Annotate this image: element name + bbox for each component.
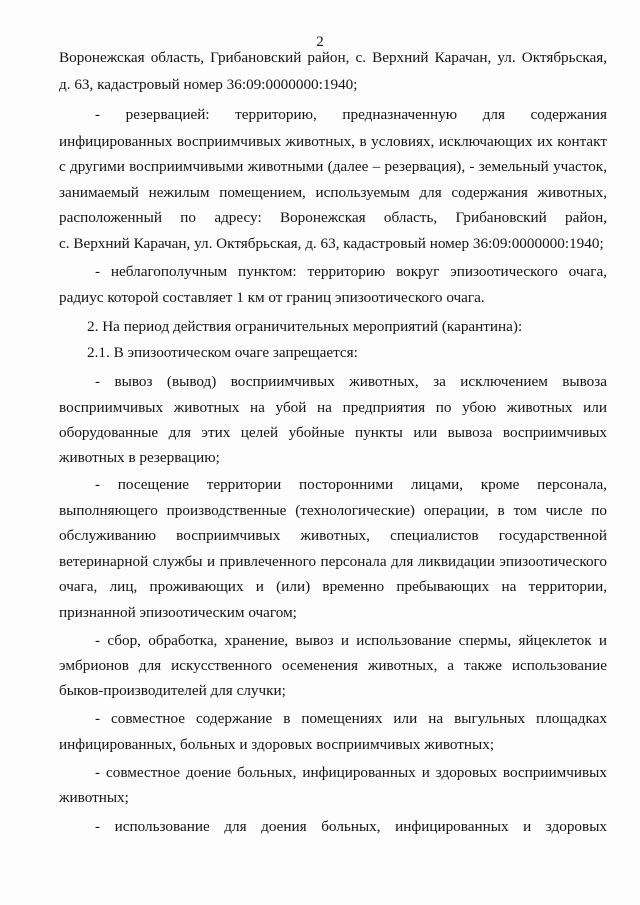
text-line: обслуживанию восприимчивых животных, специалистов государственной bbox=[59, 527, 607, 544]
text-line: д. 63, кадастровый номер 36:09:0000000:1940; bbox=[59, 76, 358, 93]
text-line: очага, лиц, проживающих и (или) временно пребывающих на территории, bbox=[59, 578, 607, 595]
text-line: занимаемый нежилым помещением, используемым для содержания животных, bbox=[59, 184, 607, 201]
text-line: признанной эпизоотическим очагом; bbox=[59, 604, 297, 621]
text-line: инфицированных восприимчивых животных, в условиях, исключающих их контакт bbox=[59, 133, 607, 150]
text-line: эмбрионов для искусственного осеменения животных, а также использование bbox=[59, 657, 607, 674]
text-line: - использование для доения больных, инфицированных и здоровых bbox=[95, 818, 607, 835]
page-number: 2 bbox=[316, 34, 324, 50]
text-line: ветеринарной службы и привлеченного персонала для ликвидации эпизоотического bbox=[59, 553, 607, 570]
text-line: радиус которой составляет 1 км от границ эпизоотического очага. bbox=[59, 289, 485, 306]
text-line: животных; bbox=[59, 789, 129, 806]
text-line: 2. На период действия ограничительных мероприятий (карантина): bbox=[87, 318, 523, 335]
text-line: - совместное доение больных, инфицированных и здоровых восприимчивых bbox=[95, 764, 607, 781]
text-line: животных в резервацию; bbox=[59, 449, 220, 466]
text-line: - резервацией: территорию, предназначенную для содержания bbox=[95, 106, 607, 123]
text-line: оборудованные для этих целей убойные пункты или вывоза восприимчивых bbox=[59, 424, 607, 441]
text-line: с. Верхний Карачан, ул. Октябрьская, д. 63, кадастровый номер 36:09:0000000:1940; bbox=[59, 235, 604, 252]
text-line: - вывоз (вывод) восприимчивых животных, за исключением вывоза bbox=[95, 373, 607, 390]
text-line: выполняющего производственные (технологические) операции, в том числе по bbox=[59, 502, 607, 519]
text-line: - посещение территории посторонними лицами, кроме персонала, bbox=[95, 476, 607, 493]
text-line: расположенный по адресу: Воронежская область, Грибановский район, bbox=[59, 209, 607, 226]
text-line: быков-производителей для случки; bbox=[59, 682, 286, 699]
text-line: 2.1. В эпизоотическом очаге запрещается: bbox=[87, 344, 358, 361]
text-line: - совместное содержание в помещениях или на выгульных площадках bbox=[95, 710, 607, 727]
text-line: - неблагополучным пунктом: территорию вокруг эпизоотического очага, bbox=[95, 263, 607, 280]
text-line: восприимчивых животных на убой на предприятия по убою животных или bbox=[59, 399, 607, 416]
text-line: - сбор, обработка, хранение, вывоз и использование спермы, яйцеклеток и bbox=[95, 632, 607, 649]
text-line: с другими восприимчивыми животными (далее – резервация), - земельный участок, bbox=[59, 158, 607, 175]
text-line: Воронежская область, Грибановский район, с. Верхний Карачан, ул. Октябрьская, bbox=[59, 49, 607, 66]
text-line: инфицированных, больных и здоровых восприимчивых животных; bbox=[59, 736, 495, 753]
